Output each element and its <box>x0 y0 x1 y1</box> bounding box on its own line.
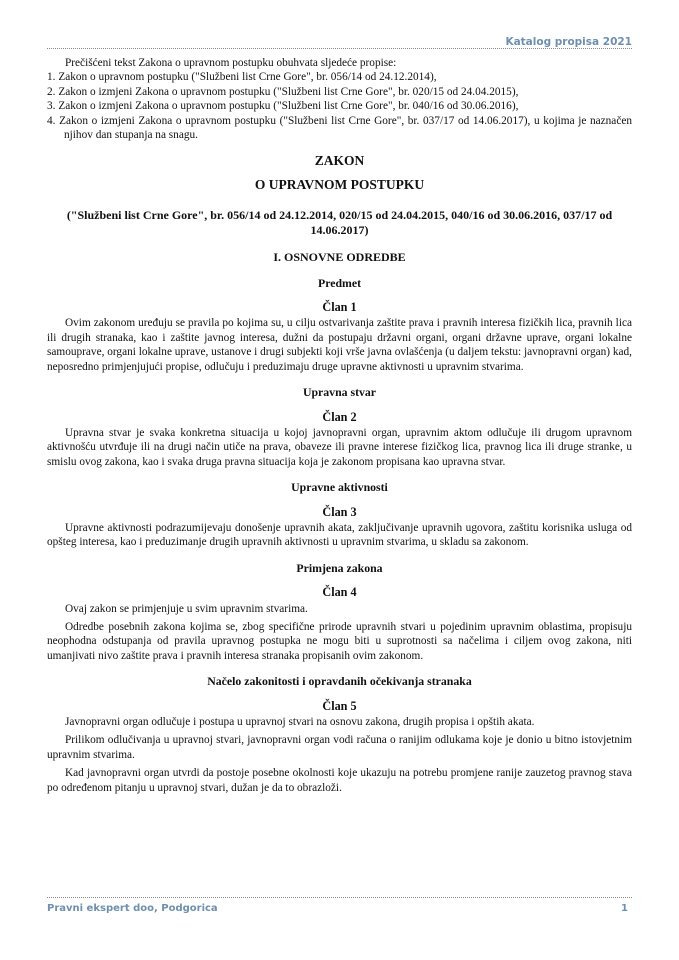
article-label: Član 2 <box>322 409 357 424</box>
article-label: Član 5 <box>322 698 357 713</box>
article-paragraph: Ovaj zakon se primjenjuje u svim upravnim stvarima. <box>65 602 308 615</box>
list-text: Zakon o upravnom postupku ("Službeni list Crne Gore", br. 056/14 od 24.12.2014), <box>58 71 437 84</box>
article-heading: Upravna stvar <box>302 385 377 400</box>
article-heading: Predmet <box>317 275 362 290</box>
list-item <box>47 99 632 113</box>
list-item <box>47 114 632 143</box>
article-paragraph: Upravne aktivnosti podrazumijevaju donošenje upravnih akata, zaključivanje upravnih ugovora, zaštitu korisnika usluga od opšteg interesa, kao i preduzimanje drugih upravnih aktivnosti u upravnim stvarima, u skladu sa zakonom. <box>47 521 632 549</box>
list-text: Zakon o izmjeni Zakona o upravnom postupku ("Službeni list Crne Gore", br. 037/17 od 14.06.2017), u kojima je naznačen njihov dan stupanja na snagu. <box>59 114 633 142</box>
list-text: Zakon o izmjeni Zakona o upravnom postupku ("Službeni list Crne Gore", br. 020/15 od 24.04.2015), <box>58 85 519 98</box>
article-paragraph: Prilikom odlučivanja u upravnoj stvari, javnopravni organ vodi računa o ranijim odlukama koje je donio u bitno istovjetnim upravnim stvarima. <box>47 734 632 761</box>
catalog-title: Katalog propisa 2021 <box>505 36 632 48</box>
law-title: ZAKON <box>314 153 365 169</box>
list-number: 2. <box>47 85 56 98</box>
article-heading: Upravne aktivnosti <box>291 480 388 495</box>
intro-text: Prečišćeni tekst Zakona o upravnom postupku obuhvata sljedeće propise: <box>65 57 397 69</box>
article-label: Član 3 <box>322 504 357 519</box>
article-heading: Načelo zakonitosti i opravdanih očekivanja stranaka <box>207 674 472 689</box>
list-text: Zakon o izmjeni Zakona o upravnom postupku ("Službeni list Crne Gore", br. 040/16 od 30.06.2016), <box>58 100 519 113</box>
list-item <box>47 70 632 84</box>
article-label: Član 1 <box>322 300 357 315</box>
section-title: I. OSNOVNE ODREDBE <box>273 250 406 265</box>
list-number: 1. <box>47 71 56 84</box>
page-header <box>47 34 632 49</box>
article-label: Član 4 <box>322 585 357 600</box>
article-paragraph: Javnopravni organ odlučuje i postupa u upravnoj stvari na osnovu zakona, drugih propisa i opštih akata. <box>65 716 535 728</box>
article-paragraph: Odredbe posebnih zakona kojima se, zbog specifične prirode upravnih stvari u pojedinim upravnim oblastima, propisuju neophodna odstupanja od pravila upravnog postupka ne mogu biti u suprotnosti sa načelima i ciljem ovog zakona, niti umanjivati nivo zaštite prava i pravnih interesa stranaka propisanih ovim zakonom. <box>47 620 632 662</box>
article-paragraph: Upravna stvar je svaka konkretna situacija u kojoj javnopravni organ, upravnim aktom odlučuje ili drugom upravnom aktivnošću utvrđuje ili na drugi način utiče na prava, obaveze ili pravne interese fizičkog lica, pravnog lica ili druge stranke, u smislu ovog zakona, kao i svaka druga pravna situacija koja je zakonom propisana kao upravna stvar. <box>47 426 632 468</box>
gazette-reference: ("Službeni list Crne Gore", br. 056/14 od 24.12.2014, 020/15 od 24.04.2015, 040/16 od 30.06.2016, 037/17 od 14.06.2017) <box>66 208 613 238</box>
list-item <box>47 85 632 99</box>
page-number: 1 <box>621 903 628 914</box>
article-heading: Primjena zakona <box>296 560 383 575</box>
document-body <box>47 56 632 795</box>
amendments-list <box>47 70 632 142</box>
page-footer <box>47 897 632 916</box>
publisher-name: Pravni ekspert doo, Podgorica <box>47 903 218 914</box>
list-number: 4. <box>47 114 56 127</box>
article-paragraph: Kad javnopravni organ utvrdi da postoje posebne okolnosti koje ukazuju na potrebu promjene ranije zauzetog pravnog stava po određenom pitanju u upravnoj stvari, dužan je da to obrazloži. <box>47 767 632 794</box>
list-number: 3. <box>47 100 56 113</box>
law-subtitle: O UPRAVNOM POSTUPKU <box>254 176 425 192</box>
article-paragraph: Ovim zakonom uređuju se pravila po kojima su, u cilju ostvarivanja zaštite prava i pravnih interesa fizičkih lica, pravnih lica ili drugih stranaka, kao i zaštite javnog interesa, dužni da postupaju državni organi, organi državne uprave, organi lokalne samouprave, organi lokalne uprave, ustanove i drugi subjekti koji vrše javna ovlašćenja (u daljem tekstu: javnopravni organ) kad, neposredno primjenjujući propise, odlučuju i preduzimaju druge upravne aktivnosti u upravnim stvarima. <box>47 317 632 373</box>
